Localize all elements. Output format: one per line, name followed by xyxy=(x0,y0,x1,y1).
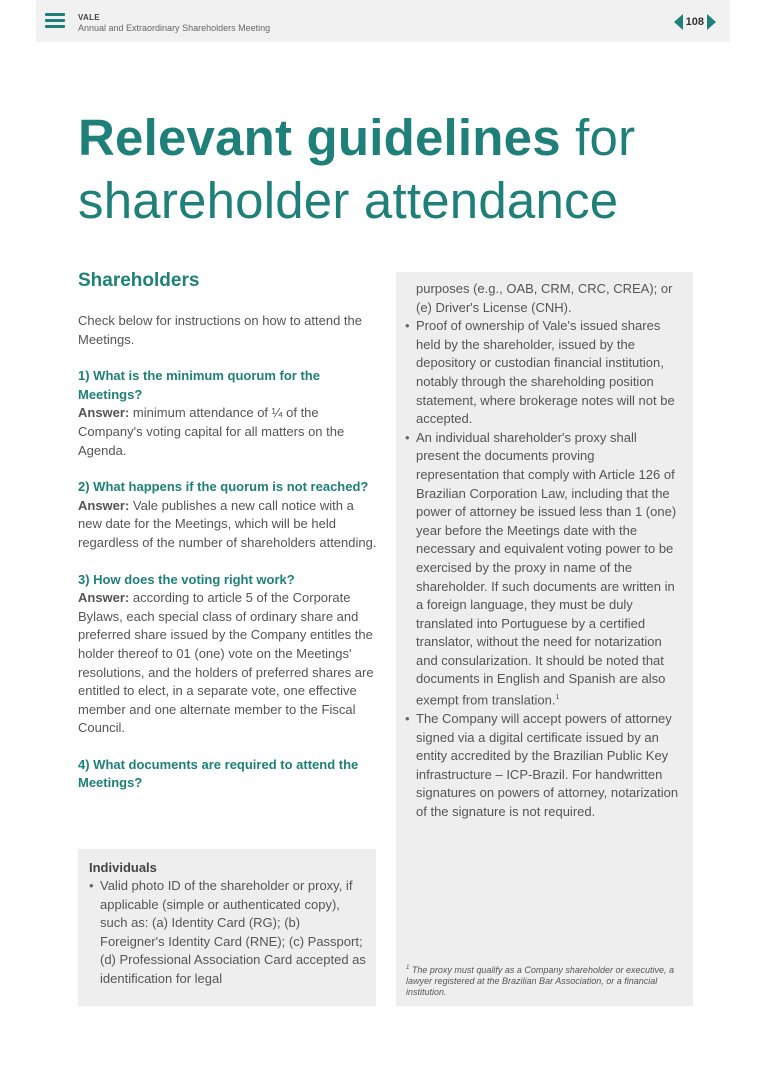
answer-label: Answer: xyxy=(78,590,130,606)
section-heading: Shareholders xyxy=(78,270,200,291)
footnote-marker: 1 xyxy=(555,694,560,702)
brand-name: VALE xyxy=(78,13,100,22)
title-light-1: for xyxy=(575,109,636,166)
left-column xyxy=(78,270,378,793)
answer-label: Answer: xyxy=(78,405,130,421)
qa-item-3 xyxy=(78,571,378,738)
title-light-2: shareholder attendance xyxy=(78,172,619,229)
footnote-text: The proxy must qualify as a Company shareholder or executive, a lawyer registered at the Brazilian Bar Association, or a financial institution. xyxy=(406,965,674,998)
answer-2: Vale publishes a new call notice with a new date for the Meetings, which will be held regardless of the number of shareholders attending. xyxy=(78,497,377,550)
documents-continuation-box xyxy=(396,272,693,1006)
document-subtitle: Annual and Extraordinary Shareholders Meeting xyxy=(78,23,271,33)
individuals-title: Individuals xyxy=(89,860,157,875)
previous-page-icon[interactable] xyxy=(674,14,683,30)
list-item-proxy xyxy=(405,429,681,710)
list-item-ownership: • Proof of ownership of Vale's issued shares held by the shareholder, issued by the depository or custodian financial institution, notably through the shareholding position statement, where brokerage notes will not be accepted. xyxy=(405,317,681,429)
answer-1: minimum attendance of ¼ of the Company's voting capital for all matters on the Agenda. xyxy=(78,405,345,458)
question-2: 2) What happens if the quorum is not reached? xyxy=(78,479,369,495)
title-bold: Relevant guidelines xyxy=(78,109,561,166)
individuals-box xyxy=(78,849,376,1006)
question-3: 3) How does the voting right work? xyxy=(78,571,295,587)
qa-item-2 xyxy=(78,478,378,552)
individuals-list xyxy=(89,877,366,989)
question-4: 4) What documents are required to attend the Meetings? xyxy=(78,756,359,791)
intro-text: Check below for instructions on how to attend the Meetings. xyxy=(78,313,362,347)
documents-list xyxy=(405,317,681,821)
next-page-icon[interactable] xyxy=(707,14,716,30)
page-title xyxy=(78,106,718,232)
footnote-number: 1 xyxy=(406,965,410,971)
page-navigation xyxy=(674,14,716,30)
answer-label: Answer: xyxy=(78,497,130,513)
continuation-text: purposes (e.g., OAB, CRM, CRC, CREA); or (e) Driver's License (CNH). xyxy=(416,281,673,315)
qa-item-1 xyxy=(78,367,378,460)
footnote xyxy=(406,963,688,999)
answer-3: according to article 5 of the Corporate Bylaws, each special class of ordinary share and preferred share issued by the Company entitles the holder thereof to 01 (one) vote on the Meetings' resolutions, and the holders of preferred shares are entitled to elect, in a separate vote, one effective member and one alternate member to the Fiscal Council. xyxy=(78,590,374,736)
proxy-text: An individual shareholder's proxy shall present the documents proving representation that comply with Article 126 of Brazilian Corporation Law, including that the power of attorney be issued less than 1 (one) year before the Meetings date with the necessary and equivalent voting power to be exercised by the proxy in name of the shareholder. If such documents are written in a foreign language, they must be duly translated into Portuguese by a certified translator, without the need for notarization and consularization. It should be noted that documents in English and Spanish are also exempt from translation. xyxy=(416,429,677,708)
qa-item-4 xyxy=(78,756,378,793)
list-item: • Valid photo ID of the shareholder or proxy, if applicable (simple or authenticated copy), such as: (a) Identity Card (RG); (b) Foreigner's Identity Card (RNE); (c) Passport; (d) Professional Association Card accepted as identification for legal xyxy=(89,877,366,989)
menu-icon[interactable] xyxy=(45,13,65,29)
list-item-digital: • The Company will accept powers of attorney signed via a digital certificate issued by an entity accredited by the Brazilian Public Key infrastructure – ICP-Brazil. For handwritten signatures on powers of attorney, notarization of the signature is not required. xyxy=(405,710,681,822)
header-bar xyxy=(36,0,730,42)
page-number: 108 xyxy=(685,16,704,28)
question-1: 1) What is the minimum quorum for the Meetings? xyxy=(78,368,320,402)
